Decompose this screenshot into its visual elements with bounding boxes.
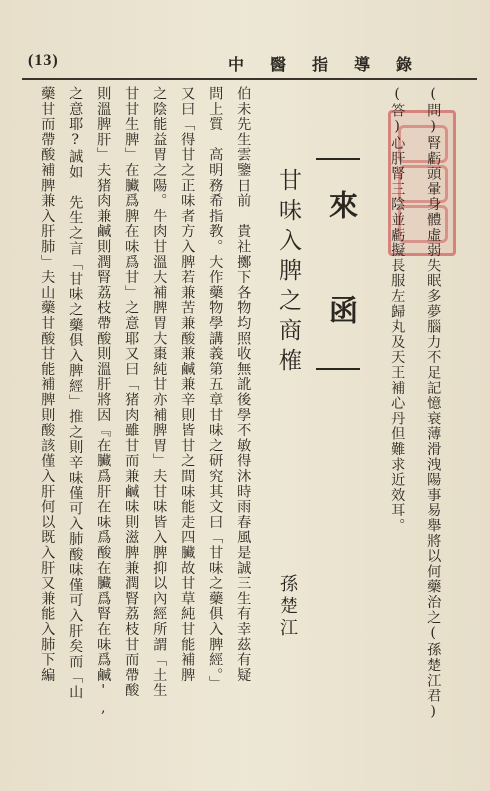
section-heading-char-2: 函	[325, 295, 359, 354]
article-column-7: 之意耶?誠如 先生之言「甘味之藥俱入脾經」推之則辛味僅可入肺酸味僅可入肝矣而「山	[67, 86, 84, 700]
article-column-4: 之陰能益胃之陽。牛肉甘溫大補脾胃大棗純甘亦補脾胃」夫甘味皆入脾抑以內經所謂「土生	[151, 86, 168, 698]
heading-dash-top	[316, 158, 360, 160]
article-column-1: 伯未先生雲鑒日前 貴社擲下各物均照收無訛後學不敏得沐時雨春風是誠三生有幸茲有疑	[235, 86, 252, 683]
heading-dash-bottom	[316, 368, 360, 370]
article-column-2: 問上質 高明務希指教。大作藥物學講義第五章甘味之研究其文曰「甘味之藥俱入脾經。」	[207, 86, 224, 691]
article-title: 甘味入脾之商榷	[275, 168, 301, 378]
article-column-6: 則溫脾肝」夫猪肉兼鹹則潤腎荔枝帶酸則溫肝將因『在臟爲肝在味爲酸在臟爲腎在味爲鹹',	[95, 86, 112, 717]
header-rule	[22, 78, 477, 80]
article-column-3: 又曰「得甘之正味者方入脾若兼苦兼酸兼鹹兼辛則皆甘之間味能走四臟故甘草純甘能補脾	[179, 86, 196, 683]
answer-column: (答)心肝腎三陰並虧擬長服左歸丸及天王補心丹但難求近效耳。	[389, 86, 406, 534]
running-title: 中醫指導錄	[227, 55, 438, 74]
article-column-5: 甘甘生脾」在臟爲脾在味爲甘」之意耶又曰「猪肉雖甘而兼鹹味則滋脾兼潤腎荔枝甘而帶酸	[123, 86, 140, 698]
question-column: (問)腎虧頭暈身體虛弱失眠多夢腦力不足記憶衰薄滑洩陽事易舉將以何藥治之(孫楚江君)	[425, 86, 442, 721]
running-header	[28, 52, 478, 74]
section-heading-char-1: 來	[325, 190, 359, 249]
article-column-8: 藥甘而帶酸補脾兼入肝肺」夫山藥甘酸甘能補脾則酸該僅入肝何以既入肝又兼能入肺下編	[39, 86, 56, 683]
page-number: (13)	[28, 52, 59, 69]
article-author: 孫楚江	[277, 574, 298, 640]
